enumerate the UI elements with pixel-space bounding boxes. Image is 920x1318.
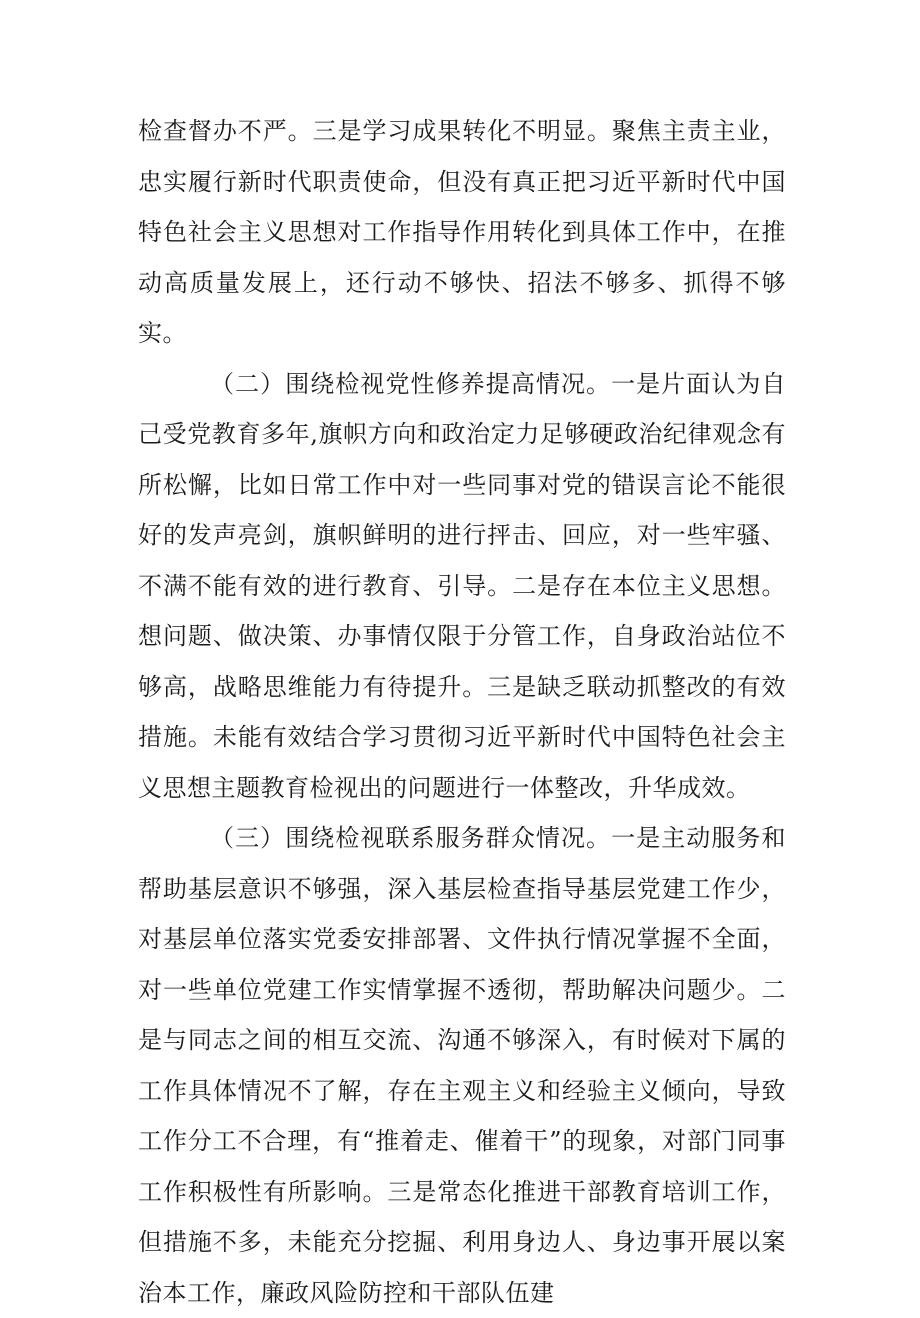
paragraph-serving-masses: （三）围绕检视联系服务群众情况。一是主动服务和帮助基层意识不够强，深入基层检查指导基层党建工作少，对基层单位落实党委安排部署、文件执行情况掌握不全面，对一些单位党建工作实情掌握不透彻，帮助解决问题少。二是与同志之间的相互交流、沟通不够深入，有时候对下属的工作具体情况不了解，存在主观主义和经验主义倾向，导致工作分工不合理，有“推着走、催着干”的现象，对部门同事工作积极性有所影响。三是常态化推进干部教育培训工作，但措施不多，未能充分挖掘、利用身边人、身边事开展以案治本工作，廉政风险防控和干部队伍建 [138,824,786,1307]
paragraph-party-spirit: （二）围绕检视党性修养提高情况。一是片面认为自己受党教育多年,旗帜方向和政治定力足够硬政治纪律观念有所松懈，比如日常工作中对一些同事对党的错误言论不能很好的发声亮剑，旗帜鲜明的进行抨击、回应，对一些牢骚、不满不能有效的进行教育、引导。二是存在本位主义思想。想问题、做决策、办事情仅限于分管工作，自身政治站位不够高，战略思维能力有待提升。三是缺乏联动抓整改的有效措施。未能有效结合学习贯彻习近平新时代中国特色社会主义思想主题教育检视出的问题进行一体整改，升华成效。 [138,369,786,802]
document-body [138,106,786,1318]
paragraph-continuation: 检查督办不严。三是学习成果转化不明显。聚焦主责主业，忠实履行新时代职责使命，但没有真正把习近平新时代中国特色社会主义思想对工作指导作用转化到具体工作中，在推动高质量发展上，还行动不够快、招法不够多、抓得不够实。 [138,117,786,347]
